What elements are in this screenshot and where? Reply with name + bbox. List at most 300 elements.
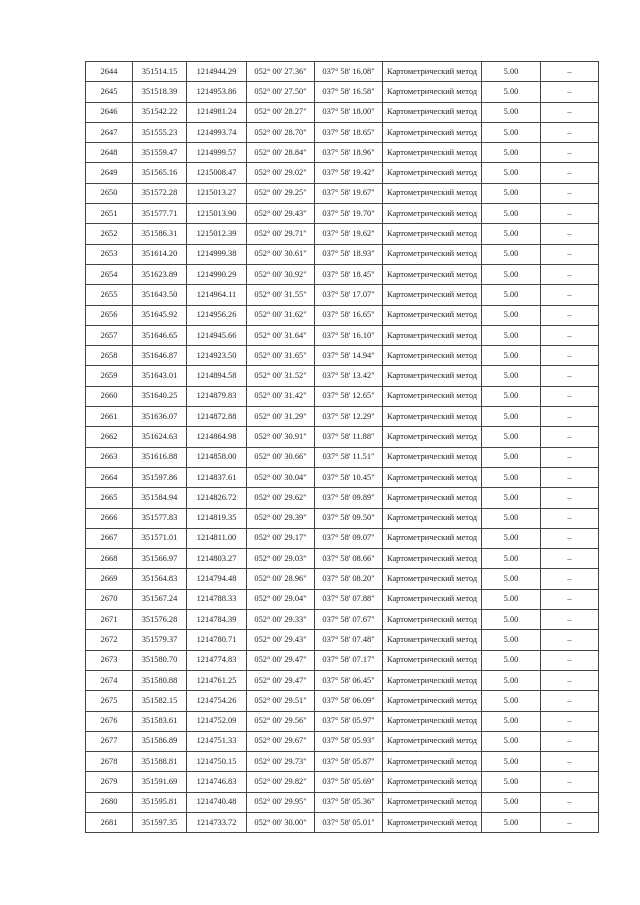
point-number-cell: 2671 xyxy=(86,610,133,630)
method-cell: Картометрический метод xyxy=(383,62,482,82)
accuracy-cell: 5.00 xyxy=(482,488,541,508)
table-row xyxy=(86,62,599,82)
table-row xyxy=(86,610,599,630)
table-row xyxy=(86,82,599,102)
longitude-cell: 037° 58' 11.88" xyxy=(315,427,383,447)
point-number-cell: 2680 xyxy=(86,792,133,812)
x-coordinate-cell: 351645.92 xyxy=(133,305,187,325)
y-coordinate-cell: 1214752.09 xyxy=(187,711,247,731)
method-cell: Картометрический метод xyxy=(383,711,482,731)
latitude-cell: 052° 00' 30.04" xyxy=(247,467,315,487)
point-number-cell: 2656 xyxy=(86,305,133,325)
longitude-cell: 037° 58' 12.65" xyxy=(315,386,383,406)
latitude-cell: 052° 00' 31.62" xyxy=(247,305,315,325)
longitude-cell: 037° 58' 05.87" xyxy=(315,752,383,772)
x-coordinate-cell: 351577.83 xyxy=(133,508,187,528)
x-coordinate-cell: 351595.81 xyxy=(133,792,187,812)
y-coordinate-cell: 1214733.72 xyxy=(187,812,247,832)
latitude-cell: 052° 00' 29.62" xyxy=(247,488,315,508)
table-row xyxy=(86,569,599,589)
accuracy-cell: 5.00 xyxy=(482,366,541,386)
y-coordinate-cell: 1215008.47 xyxy=(187,163,247,183)
accuracy-cell: 5.00 xyxy=(482,204,541,224)
accuracy-cell: 5.00 xyxy=(482,143,541,163)
longitude-cell: 037° 58' 16.58" xyxy=(315,82,383,102)
longitude-cell: 037° 58' 05.69" xyxy=(315,772,383,792)
table-row xyxy=(86,752,599,772)
method-cell: Картометрический метод xyxy=(383,630,482,650)
accuracy-cell: 5.00 xyxy=(482,812,541,832)
point-number-cell: 2662 xyxy=(86,427,133,447)
method-cell: Картометрический метод xyxy=(383,731,482,751)
longitude-cell: 037° 58' 19.42" xyxy=(315,163,383,183)
x-coordinate-cell: 351567.24 xyxy=(133,589,187,609)
x-coordinate-cell: 351580.70 xyxy=(133,650,187,670)
table-row xyxy=(86,183,599,203)
table-row xyxy=(86,163,599,183)
table-row xyxy=(86,508,599,528)
x-coordinate-cell: 351586.31 xyxy=(133,224,187,244)
point-number-cell: 2650 xyxy=(86,183,133,203)
latitude-cell: 052° 00' 31.29" xyxy=(247,407,315,427)
accuracy-cell: 5.00 xyxy=(482,62,541,82)
table-row xyxy=(86,528,599,548)
accuracy-cell: 5.00 xyxy=(482,731,541,751)
method-cell: Картометрический метод xyxy=(383,488,482,508)
method-cell: Картометрический метод xyxy=(383,752,482,772)
method-cell: Картометрический метод xyxy=(383,122,482,142)
x-coordinate-cell: 351623.89 xyxy=(133,264,187,284)
y-coordinate-cell: 1214826.72 xyxy=(187,488,247,508)
accuracy-cell: 5.00 xyxy=(482,346,541,366)
x-coordinate-cell: 351580.88 xyxy=(133,670,187,690)
accuracy-cell: 5.00 xyxy=(482,244,541,264)
latitude-cell: 052° 00' 31.52" xyxy=(247,366,315,386)
accuracy-cell: 5.00 xyxy=(482,467,541,487)
x-coordinate-cell: 351624.63 xyxy=(133,427,187,447)
method-cell: Картометрический метод xyxy=(383,670,482,690)
method-cell: Картометрический метод xyxy=(383,467,482,487)
method-cell: Картометрический метод xyxy=(383,143,482,163)
y-coordinate-cell: 1214993.74 xyxy=(187,122,247,142)
point-number-cell: 2653 xyxy=(86,244,133,264)
table-row xyxy=(86,549,599,569)
accuracy-cell: 5.00 xyxy=(482,549,541,569)
table-row xyxy=(86,386,599,406)
y-coordinate-cell: 1214837.61 xyxy=(187,467,247,487)
accuracy-cell: 5.00 xyxy=(482,325,541,345)
x-coordinate-cell: 351597.86 xyxy=(133,467,187,487)
table-row xyxy=(86,691,599,711)
point-number-cell: 2663 xyxy=(86,447,133,467)
longitude-cell: 037° 58' 11.51" xyxy=(315,447,383,467)
note-cell: – xyxy=(541,325,599,345)
latitude-cell: 052° 00' 29.95" xyxy=(247,792,315,812)
note-cell: – xyxy=(541,224,599,244)
x-coordinate-cell: 351646.65 xyxy=(133,325,187,345)
accuracy-cell: 5.00 xyxy=(482,569,541,589)
longitude-cell: 037° 58' 18.00" xyxy=(315,102,383,122)
accuracy-cell: 5.00 xyxy=(482,447,541,467)
note-cell: – xyxy=(541,508,599,528)
y-coordinate-cell: 1215012.39 xyxy=(187,224,247,244)
y-coordinate-cell: 1214788.33 xyxy=(187,589,247,609)
point-number-cell: 2678 xyxy=(86,752,133,772)
note-cell: – xyxy=(541,102,599,122)
y-coordinate-cell: 1214864.98 xyxy=(187,427,247,447)
longitude-cell: 037° 58' 09.50" xyxy=(315,508,383,528)
table-row xyxy=(86,224,599,244)
table-row xyxy=(86,467,599,487)
method-cell: Картометрический метод xyxy=(383,691,482,711)
latitude-cell: 052° 00' 29.17" xyxy=(247,528,315,548)
table-row xyxy=(86,366,599,386)
point-number-cell: 2673 xyxy=(86,650,133,670)
y-coordinate-cell: 1214784.39 xyxy=(187,610,247,630)
y-coordinate-cell: 1214999.38 xyxy=(187,244,247,264)
table-row xyxy=(86,102,599,122)
point-number-cell: 2677 xyxy=(86,731,133,751)
table-row xyxy=(86,711,599,731)
y-coordinate-cell: 1214956.26 xyxy=(187,305,247,325)
point-number-cell: 2666 xyxy=(86,508,133,528)
x-coordinate-cell: 351555.23 xyxy=(133,122,187,142)
longitude-cell: 037° 58' 14.94" xyxy=(315,346,383,366)
latitude-cell: 052° 00' 29.43" xyxy=(247,630,315,650)
accuracy-cell: 5.00 xyxy=(482,285,541,305)
note-cell: – xyxy=(541,163,599,183)
method-cell: Картометрический метод xyxy=(383,325,482,345)
x-coordinate-cell: 351640.25 xyxy=(133,386,187,406)
point-number-cell: 2675 xyxy=(86,691,133,711)
longitude-cell: 037° 58' 06.45" xyxy=(315,670,383,690)
note-cell: – xyxy=(541,264,599,284)
point-number-cell: 2654 xyxy=(86,264,133,284)
longitude-cell: 037° 58' 18.45" xyxy=(315,264,383,284)
method-cell: Картометрический метод xyxy=(383,610,482,630)
table-row xyxy=(86,325,599,345)
table-row xyxy=(86,204,599,224)
point-number-cell: 2681 xyxy=(86,812,133,832)
y-coordinate-cell: 1214819.35 xyxy=(187,508,247,528)
method-cell: Картометрический метод xyxy=(383,549,482,569)
latitude-cell: 052° 00' 29.56" xyxy=(247,711,315,731)
table-row xyxy=(86,731,599,751)
note-cell: – xyxy=(541,528,599,548)
latitude-cell: 052° 00' 31.42" xyxy=(247,386,315,406)
table-row xyxy=(86,264,599,284)
latitude-cell: 052° 00' 30.92" xyxy=(247,264,315,284)
latitude-cell: 052° 00' 29.02" xyxy=(247,163,315,183)
table-row xyxy=(86,346,599,366)
y-coordinate-cell: 1214964.11 xyxy=(187,285,247,305)
accuracy-cell: 5.00 xyxy=(482,163,541,183)
method-cell: Картометрический метод xyxy=(383,366,482,386)
latitude-cell: 052° 00' 31.55" xyxy=(247,285,315,305)
note-cell: – xyxy=(541,467,599,487)
longitude-cell: 037° 58' 08.20" xyxy=(315,569,383,589)
note-cell: – xyxy=(541,183,599,203)
latitude-cell: 052° 00' 29.47" xyxy=(247,670,315,690)
point-number-cell: 2645 xyxy=(86,82,133,102)
point-number-cell: 2669 xyxy=(86,569,133,589)
accuracy-cell: 5.00 xyxy=(482,610,541,630)
latitude-cell: 052° 00' 28.70" xyxy=(247,122,315,142)
note-cell: – xyxy=(541,752,599,772)
y-coordinate-cell: 1214944.29 xyxy=(187,62,247,82)
note-cell: – xyxy=(541,285,599,305)
note-cell: – xyxy=(541,366,599,386)
point-number-cell: 2647 xyxy=(86,122,133,142)
longitude-cell: 037° 58' 05.93" xyxy=(315,731,383,751)
x-coordinate-cell: 351636.07 xyxy=(133,407,187,427)
longitude-cell: 037° 58' 09.07" xyxy=(315,528,383,548)
longitude-cell: 037° 58' 07.88" xyxy=(315,589,383,609)
note-cell: – xyxy=(541,305,599,325)
latitude-cell: 052° 00' 31.65" xyxy=(247,346,315,366)
x-coordinate-cell: 351597.35 xyxy=(133,812,187,832)
method-cell: Картометрический метод xyxy=(383,508,482,528)
note-cell: – xyxy=(541,691,599,711)
table-row xyxy=(86,244,599,264)
note-cell: – xyxy=(541,610,599,630)
longitude-cell: 037° 58' 07.17" xyxy=(315,650,383,670)
point-number-cell: 2658 xyxy=(86,346,133,366)
note-cell: – xyxy=(541,569,599,589)
y-coordinate-cell: 1214894.58 xyxy=(187,366,247,386)
note-cell: – xyxy=(541,447,599,467)
longitude-cell: 037° 58' 18.96" xyxy=(315,143,383,163)
latitude-cell: 052° 00' 30.66" xyxy=(247,447,315,467)
method-cell: Картометрический метод xyxy=(383,386,482,406)
latitude-cell: 052° 00' 30.91" xyxy=(247,427,315,447)
y-coordinate-cell: 1214811.00 xyxy=(187,528,247,548)
method-cell: Картометрический метод xyxy=(383,772,482,792)
x-coordinate-cell: 351591.69 xyxy=(133,772,187,792)
point-number-cell: 2661 xyxy=(86,407,133,427)
latitude-cell: 052° 00' 31.64" xyxy=(247,325,315,345)
method-cell: Картометрический метод xyxy=(383,102,482,122)
point-number-cell: 2646 xyxy=(86,102,133,122)
point-number-cell: 2670 xyxy=(86,589,133,609)
y-coordinate-cell: 1214754.26 xyxy=(187,691,247,711)
y-coordinate-cell: 1214774.83 xyxy=(187,650,247,670)
longitude-cell: 037° 58' 05.36" xyxy=(315,792,383,812)
method-cell: Картометрический метод xyxy=(383,407,482,427)
note-cell: – xyxy=(541,772,599,792)
table-row xyxy=(86,792,599,812)
x-coordinate-cell: 351643.50 xyxy=(133,285,187,305)
accuracy-cell: 5.00 xyxy=(482,427,541,447)
latitude-cell: 052° 00' 29.43" xyxy=(247,204,315,224)
accuracy-cell: 5.00 xyxy=(482,670,541,690)
table-row xyxy=(86,143,599,163)
note-cell: – xyxy=(541,488,599,508)
longitude-cell: 037° 58' 06.09" xyxy=(315,691,383,711)
x-coordinate-cell: 351588.81 xyxy=(133,752,187,772)
longitude-cell: 037° 58' 19.67" xyxy=(315,183,383,203)
method-cell: Картометрический метод xyxy=(383,569,482,589)
point-number-cell: 2672 xyxy=(86,630,133,650)
method-cell: Картометрический метод xyxy=(383,244,482,264)
x-coordinate-cell: 351614.20 xyxy=(133,244,187,264)
accuracy-cell: 5.00 xyxy=(482,102,541,122)
method-cell: Картометрический метод xyxy=(383,82,482,102)
y-coordinate-cell: 1214990.29 xyxy=(187,264,247,284)
latitude-cell: 052° 00' 29.33" xyxy=(247,610,315,630)
point-number-cell: 2657 xyxy=(86,325,133,345)
longitude-cell: 037° 58' 18.65" xyxy=(315,122,383,142)
latitude-cell: 052° 00' 29.82" xyxy=(247,772,315,792)
method-cell: Картометрический метод xyxy=(383,264,482,284)
y-coordinate-cell: 1214750.15 xyxy=(187,752,247,772)
x-coordinate-cell: 351542.22 xyxy=(133,102,187,122)
point-number-cell: 2679 xyxy=(86,772,133,792)
method-cell: Картометрический метод xyxy=(383,650,482,670)
point-number-cell: 2648 xyxy=(86,143,133,163)
longitude-cell: 037° 58' 07.67" xyxy=(315,610,383,630)
y-coordinate-cell: 1215013.90 xyxy=(187,204,247,224)
longitude-cell: 037° 58' 12.29" xyxy=(315,407,383,427)
y-coordinate-cell: 1214872.88 xyxy=(187,407,247,427)
latitude-cell: 052° 00' 29.51" xyxy=(247,691,315,711)
note-cell: – xyxy=(541,630,599,650)
note-cell: – xyxy=(541,670,599,690)
point-number-cell: 2676 xyxy=(86,711,133,731)
method-cell: Картометрический метод xyxy=(383,427,482,447)
y-coordinate-cell: 1214999.57 xyxy=(187,143,247,163)
accuracy-cell: 5.00 xyxy=(482,589,541,609)
latitude-cell: 052° 00' 30.00" xyxy=(247,812,315,832)
longitude-cell: 037° 58' 05.01" xyxy=(315,812,383,832)
accuracy-cell: 5.00 xyxy=(482,386,541,406)
note-cell: – xyxy=(541,386,599,406)
accuracy-cell: 5.00 xyxy=(482,407,541,427)
latitude-cell: 052° 00' 29.71" xyxy=(247,224,315,244)
accuracy-cell: 5.00 xyxy=(482,82,541,102)
latitude-cell: 052° 00' 29.67" xyxy=(247,731,315,751)
x-coordinate-cell: 351583.61 xyxy=(133,711,187,731)
method-cell: Картометрический метод xyxy=(383,204,482,224)
longitude-cell: 037° 58' 13.42" xyxy=(315,366,383,386)
y-coordinate-cell: 1215013.27 xyxy=(187,183,247,203)
x-coordinate-cell: 351646.87 xyxy=(133,346,187,366)
x-coordinate-cell: 351565.16 xyxy=(133,163,187,183)
latitude-cell: 052° 00' 29.47" xyxy=(247,650,315,670)
latitude-cell: 052° 00' 29.25" xyxy=(247,183,315,203)
longitude-cell: 037° 58' 17.07" xyxy=(315,285,383,305)
point-number-cell: 2668 xyxy=(86,549,133,569)
table-row xyxy=(86,589,599,609)
note-cell: – xyxy=(541,204,599,224)
y-coordinate-cell: 1214761.25 xyxy=(187,670,247,690)
note-cell: – xyxy=(541,82,599,102)
table-row xyxy=(86,447,599,467)
accuracy-cell: 5.00 xyxy=(482,691,541,711)
note-cell: – xyxy=(541,650,599,670)
longitude-cell: 037° 58' 10.45" xyxy=(315,467,383,487)
table-row xyxy=(86,407,599,427)
method-cell: Картометрический метод xyxy=(383,285,482,305)
accuracy-cell: 5.00 xyxy=(482,792,541,812)
method-cell: Картометрический метод xyxy=(383,224,482,244)
x-coordinate-cell: 351518.39 xyxy=(133,82,187,102)
table-row xyxy=(86,650,599,670)
y-coordinate-cell: 1214803.27 xyxy=(187,549,247,569)
latitude-cell: 052° 00' 30.61" xyxy=(247,244,315,264)
x-coordinate-cell: 351584.94 xyxy=(133,488,187,508)
y-coordinate-cell: 1214746.83 xyxy=(187,772,247,792)
note-cell: – xyxy=(541,589,599,609)
y-coordinate-cell: 1214945.66 xyxy=(187,325,247,345)
y-coordinate-cell: 1214794.48 xyxy=(187,569,247,589)
x-coordinate-cell: 351571.01 xyxy=(133,528,187,548)
point-number-cell: 2665 xyxy=(86,488,133,508)
latitude-cell: 052° 00' 29.39" xyxy=(247,508,315,528)
table-row xyxy=(86,488,599,508)
x-coordinate-cell: 351564.83 xyxy=(133,569,187,589)
latitude-cell: 052° 00' 28.96" xyxy=(247,569,315,589)
point-number-cell: 2655 xyxy=(86,285,133,305)
latitude-cell: 052° 00' 29.73" xyxy=(247,752,315,772)
longitude-cell: 037° 58' 09.89" xyxy=(315,488,383,508)
x-coordinate-cell: 351577.71 xyxy=(133,204,187,224)
x-coordinate-cell: 351586.89 xyxy=(133,731,187,751)
accuracy-cell: 5.00 xyxy=(482,528,541,548)
table-row xyxy=(86,427,599,447)
y-coordinate-cell: 1214858.00 xyxy=(187,447,247,467)
note-cell: – xyxy=(541,792,599,812)
note-cell: – xyxy=(541,62,599,82)
longitude-cell: 037° 58' 19.70" xyxy=(315,204,383,224)
y-coordinate-cell: 1214751.33 xyxy=(187,731,247,751)
note-cell: – xyxy=(541,427,599,447)
note-cell: – xyxy=(541,549,599,569)
x-coordinate-cell: 351572.28 xyxy=(133,183,187,203)
method-cell: Картометрический метод xyxy=(383,346,482,366)
point-number-cell: 2651 xyxy=(86,204,133,224)
x-coordinate-cell: 351582.15 xyxy=(133,691,187,711)
table-row xyxy=(86,305,599,325)
longitude-cell: 037° 58' 16.65" xyxy=(315,305,383,325)
table-row xyxy=(86,670,599,690)
point-number-cell: 2667 xyxy=(86,528,133,548)
method-cell: Картометрический метод xyxy=(383,792,482,812)
x-coordinate-cell: 351643.01 xyxy=(133,366,187,386)
longitude-cell: 037° 58' 19.62" xyxy=(315,224,383,244)
table-row xyxy=(86,285,599,305)
accuracy-cell: 5.00 xyxy=(482,752,541,772)
point-number-cell: 2664 xyxy=(86,467,133,487)
method-cell: Картометрический метод xyxy=(383,589,482,609)
x-coordinate-cell: 351559.47 xyxy=(133,143,187,163)
longitude-cell: 037° 58' 16.10" xyxy=(315,325,383,345)
note-cell: – xyxy=(541,244,599,264)
point-number-cell: 2649 xyxy=(86,163,133,183)
accuracy-cell: 5.00 xyxy=(482,508,541,528)
y-coordinate-cell: 1214981.24 xyxy=(187,102,247,122)
x-coordinate-cell: 351514.15 xyxy=(133,62,187,82)
accuracy-cell: 5.00 xyxy=(482,772,541,792)
latitude-cell: 052° 00' 27.36" xyxy=(247,62,315,82)
point-number-cell: 2644 xyxy=(86,62,133,82)
table-row xyxy=(86,630,599,650)
longitude-cell: 037° 58' 16.08" xyxy=(315,62,383,82)
table-row xyxy=(86,812,599,832)
coordinates-table xyxy=(85,61,599,833)
accuracy-cell: 5.00 xyxy=(482,122,541,142)
y-coordinate-cell: 1214953.86 xyxy=(187,82,247,102)
